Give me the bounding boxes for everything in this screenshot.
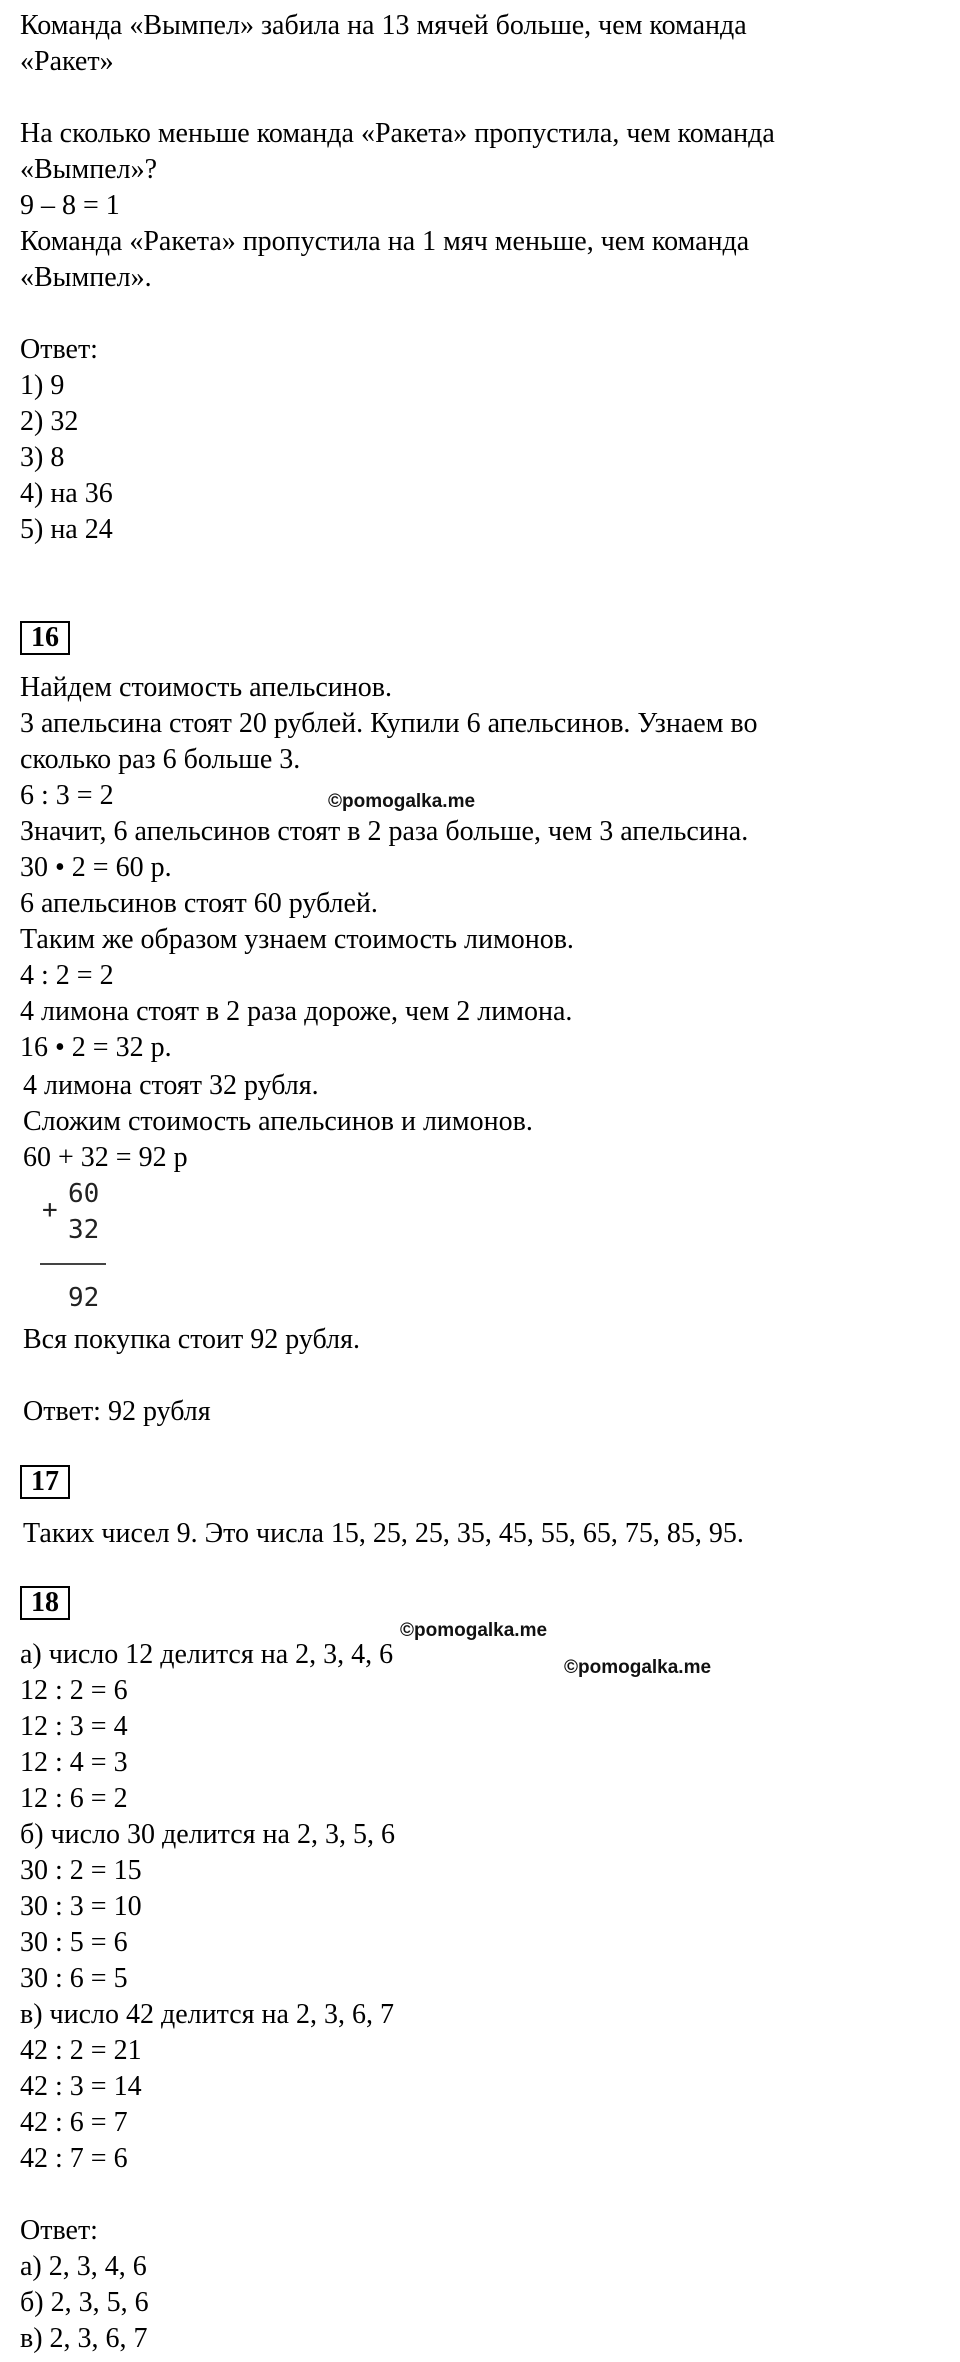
task18-answer-item: б) 2, 3, 5, 6: [20, 2287, 149, 2318]
task18-line: в) число 42 делится на 2, 3, 6, 7: [20, 1999, 394, 2030]
task-number-18: 18: [20, 1586, 70, 1620]
task18-equation: 30 : 6 = 5: [20, 1963, 128, 1994]
intro-answer-item: 5) на 24: [20, 514, 113, 545]
intro-equation: 9 – 8 = 1: [20, 190, 120, 221]
task18-answer-item: в) 2, 3, 6, 7: [20, 2323, 148, 2354]
task18-equation: 30 : 5 = 6: [20, 1927, 128, 1958]
task18-equation: 42 : 7 = 6: [20, 2143, 128, 2174]
task16-line: 4 лимона стоят в 2 раза дороже, чем 2 лимона.: [20, 996, 573, 1027]
intro-question: «Вымпел»?: [20, 154, 158, 185]
task-number-17: 17: [20, 1465, 70, 1499]
task18-equation: 42 : 3 = 14: [20, 2071, 142, 2102]
task16-equation: 30 • 2 = 60 р.: [20, 852, 172, 883]
task16-equation: 4 : 2 = 2: [20, 960, 114, 991]
watermark: ©pomogalka.me: [328, 791, 476, 812]
column-plus-sign: +: [42, 1195, 58, 1225]
task-number-16: 16: [20, 621, 70, 655]
task16-line: Таким же образом узнаем стоимость лимонов.: [20, 924, 574, 955]
task16-answer: Ответ: 92 рубля: [23, 1396, 211, 1427]
intro-answer-label: Ответ:: [20, 334, 98, 365]
watermark: ©pomogalka.me: [400, 1620, 548, 1641]
column-sum-line: [40, 1263, 106, 1265]
task16-line: сколько раз 6 больше 3.: [20, 744, 301, 775]
task18-equation: 42 : 2 = 21: [20, 2035, 142, 2066]
task18-line: б) число 30 делится на 2, 3, 5, 6: [20, 1819, 395, 1850]
intro-answer-item: 2) 32: [20, 406, 79, 437]
intro-line: Команда «Вымпел» забила на 13 мячей больше, чем команда: [20, 10, 747, 41]
intro-answer-item: 3) 8: [20, 442, 65, 473]
intro-line: «Ракет»: [20, 46, 114, 77]
task18-equation: 12 : 3 = 4: [20, 1711, 128, 1742]
task16-conclusion: Вся покупка стоит 92 рубля.: [23, 1324, 360, 1355]
column-sum: 92: [68, 1283, 100, 1313]
task16-line: Найдем стоимость апельсинов.: [20, 672, 392, 703]
task17-line: Таких чисел 9. Это числа 15, 25, 25, 35, 45, 55, 65, 75, 85, 95.: [23, 1518, 744, 1549]
task18-equation: 30 : 2 = 15: [20, 1855, 142, 1886]
task16-line: Сложим стоимость апельсинов и лимонов.: [23, 1106, 533, 1137]
task18-equation: 12 : 4 = 3: [20, 1747, 128, 1778]
task16-line: 3 апельсина стоят 20 рублей. Купили 6 апельсинов. Узнаем во: [20, 708, 758, 739]
task16-equation: 16 • 2 = 32 р.: [20, 1032, 172, 1063]
task18-line: а) число 12 делится на 2, 3, 4, 6: [20, 1639, 394, 1670]
intro-line: Команда «Ракета» пропустила на 1 мяч меньше, чем команда: [20, 226, 750, 257]
task18-equation: 30 : 3 = 10: [20, 1891, 142, 1922]
intro-answer-item: 1) 9: [20, 370, 65, 401]
task16-line: Значит, 6 апельсинов стоят в 2 раза больше, чем 3 апельсина.: [20, 816, 749, 847]
task18-answer-label: Ответ:: [20, 2215, 98, 2246]
intro-question: На сколько меньше команда «Ракета» пропустила, чем команда: [20, 118, 775, 149]
task16-line: 4 лимона стоят 32 рубля.: [23, 1070, 319, 1101]
task18-answer-item: а) 2, 3, 4, 6: [20, 2251, 147, 2282]
intro-answer-item: 4) на 36: [20, 478, 113, 509]
intro-line: «Вымпел».: [20, 262, 152, 293]
watermark: ©pomogalka.me: [564, 1657, 712, 1678]
task18-equation: 12 : 6 = 2: [20, 1783, 128, 1814]
task18-equation: 42 : 6 = 7: [20, 2107, 128, 2138]
task18-equation: 12 : 2 = 6: [20, 1675, 128, 1706]
column-addend-bottom: 32: [68, 1215, 100, 1245]
task16-equation: 6 : 3 = 2: [20, 780, 114, 811]
task16-equation: 60 + 32 = 92 р: [23, 1142, 188, 1173]
task16-line: 6 апельсинов стоят 60 рублей.: [20, 888, 378, 919]
column-addend-top: 60: [68, 1179, 100, 1209]
